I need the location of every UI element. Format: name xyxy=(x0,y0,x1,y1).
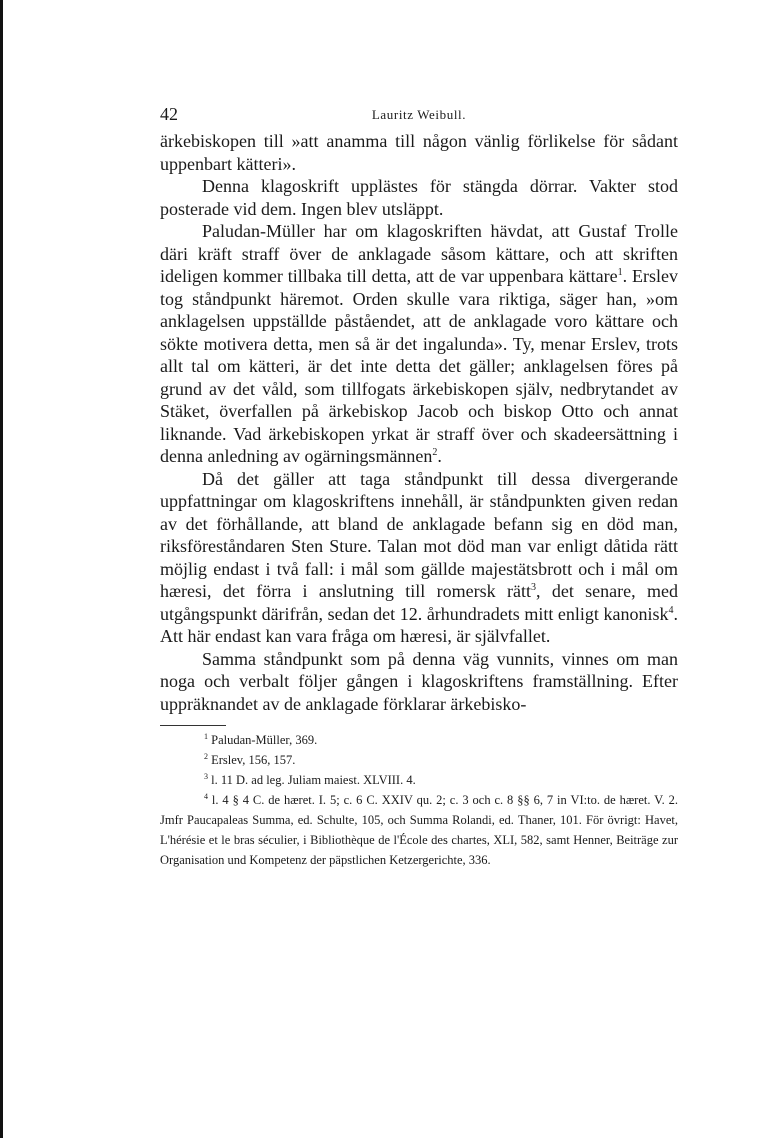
body-text xyxy=(160,130,678,715)
footnote-divider xyxy=(160,725,226,726)
footnote-4: $^4$ l. 4 § 4 C. de hæret. I. 5; c. 6 C. XXIV qu. 2; c. 3 och c. 8 §§ 6, 7 in VI:to. de hæret. V. 2. Jmfr Paucapaleas Summa, ed. Schulte, 105, och Summa Rolandi, ed. Thaner, 101. För övrigt: Havet, L'hérésie et le bras séculier, i Bibliothèque de l'École des chartes, XLI, 582, samt Henner, Beiträge zur Organisation und Kompetenz der päpstlichen Ketzergerichte, 336. xyxy=(160,791,678,867)
paragraph-continuation: ärkebiskopen till »att anamma till någon vänlig förlikelse för sådant uppenbart kätteri». xyxy=(160,131,678,174)
footnotes xyxy=(160,730,678,870)
footnote-ref-4: 4 xyxy=(668,604,674,616)
paragraph-klagoskrift: Denna klagoskrift upplästes för stängda dörrar. Vakter stod posterade vid dem. Ingen blev utsläppt. xyxy=(160,176,678,219)
book-page xyxy=(160,100,678,870)
paragraph-paludan-muller: Paludan-Müller har om klagoskriften hävdat, att Gustaf Trolle däri kräft straff över de anklagade såsom kättare, och att skriften ideligen kommer tillbaka till detta, att de var uppenbara kättare$^1$. Erslev tog ståndpunkt häremot. Orden skulle vara riktiga, säger han, »om anklagelsen uppställde påståendet, att de anklagade voro kättare och sökte motivera detta, men så är det ingalunda». Ty, menar Erslev, trots allt tal om kätteri, är det inte detta det gäller; anklagelsen föres på grund av det våld, som tillfogats ärkebiskopen själv, nedbrytandet av Stäket, överfallen på ärkebiskop Jacob och biskop Otto och annat liknande. Vad ärkebiskopen yrkat är straff över och skadeersättning i denna anledning av ogärningsmännen$^2$. xyxy=(160,221,678,466)
page-header xyxy=(160,100,678,130)
footnote-ref-3: 3 xyxy=(530,582,536,593)
footnote-1: $^1$ Paludan-Müller, 369. xyxy=(204,731,318,747)
paragraph-samma-standpunkt: Samma ståndpunkt som på denna väg vunnits, vinnes om man noga och verbalt följer gången i klagoskriftens framställning. Efter uppräknandet av de anklagade förklarar ärkebisko- xyxy=(160,648,678,714)
running-title: Lauritz Weibull. xyxy=(371,107,467,122)
footnote-3: $^3$ l. 11 D. ad leg. Juliam maiest. XLVIII. 4. xyxy=(204,771,416,787)
page-number: 42 xyxy=(160,104,178,124)
page-edge-border xyxy=(0,0,3,1138)
footnote-2: $^2$ Erslev, 156, 157. xyxy=(204,751,296,767)
paragraph-standpunkt: Då det gäller att taga ståndpunkt till dessa divergerande uppfattningar om klagoskriftens innehåll, är ståndpunkten given redan av det förhållande, att bland de anklagade befann sig en död man, riksföreståndaren Sten Sture. Talan mot död man var enligt dåtida rätt möjlig endast i två fall: i mål som gällde majestätsbrott och i mål om hæresi, det förra i anslutning till romersk rätt$^3$, det senare, med utgångspunkt därifrån, sedan det 12. århundradets mitt enligt kanonisk$^4$. Att här endast kan vara fråga om hæresi, är självfallet. xyxy=(160,468,678,646)
footnote-ref-1: 1 xyxy=(617,267,623,278)
footnote-ref-2: 2 xyxy=(432,447,438,458)
